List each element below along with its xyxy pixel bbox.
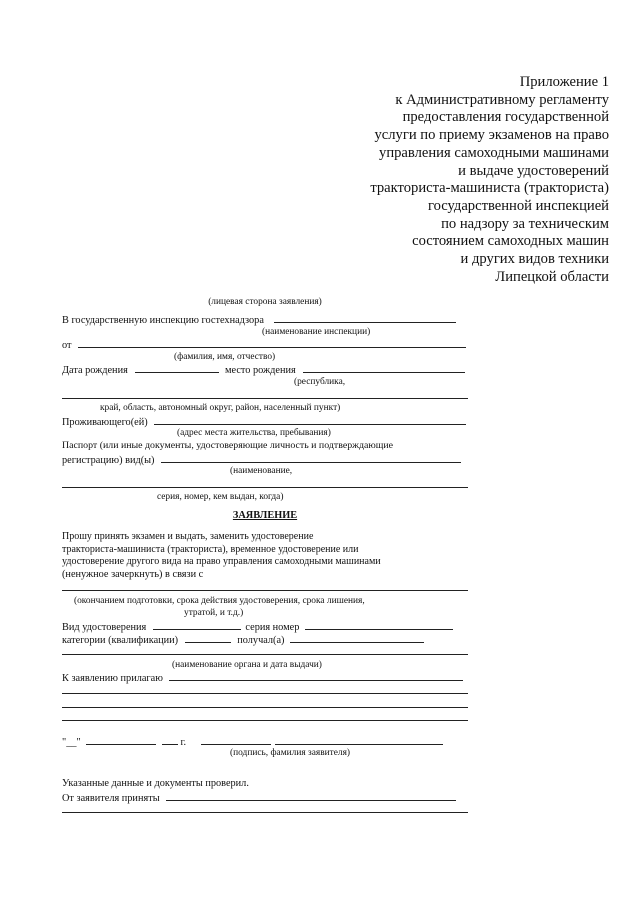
passport-label: регистрацию) вид(ы) — [62, 454, 155, 466]
naming-caption: (наименование, — [230, 466, 293, 477]
authority-caption: (наименование органа и дата выдачи) — [172, 659, 322, 670]
series-caption: серия, номер, кем выдан, когда) — [157, 492, 284, 503]
accepted-label: От заявителя приняты — [62, 792, 160, 804]
accepted-row — [62, 791, 468, 804]
residing-row — [62, 415, 468, 428]
request-line-1: Прошу принять экзамен и выдать, заменить удостоверение — [62, 530, 314, 542]
license-row — [62, 620, 468, 633]
annex-line: и других видов техники — [460, 251, 609, 268]
reason-field[interactable] — [62, 582, 468, 591]
annex-line: Липецкой области — [495, 268, 609, 285]
republic-caption: (республика, — [294, 376, 346, 387]
category-label: категории (квалификации) — [62, 634, 179, 646]
attached-row-2 — [62, 685, 468, 698]
birth-place-label: место рождения — [224, 365, 296, 377]
received-label: получал(а) — [237, 634, 285, 646]
attached-field-3[interactable] — [62, 699, 468, 708]
date-year-field[interactable] — [162, 735, 178, 745]
checked-text: Указанные данные и документы проверил. — [62, 778, 249, 789]
request-line-3: удостоверение другого вида на право управления самоходными машинами — [62, 556, 381, 568]
annex-header — [309, 74, 609, 286]
series-number-field[interactable] — [305, 620, 453, 630]
reason-caption-1: (окончанием подготовки, срока действия удостоверения, срока лишения, — [74, 595, 365, 606]
attached-label: К заявлению прилагаю — [62, 673, 163, 685]
region-caption: край, область, автономный округ, район, населенный пункт) — [100, 403, 341, 414]
authority-field[interactable] — [62, 646, 468, 655]
annex-line: Приложение 1 — [519, 74, 609, 90]
inspection-caption: (наименование инспекции) — [262, 326, 371, 337]
accepted-row-2 — [62, 804, 468, 817]
request-line-2: тракториста-машиниста (тракториста), временное удостоверение или — [62, 543, 359, 555]
attached-field-4[interactable] — [62, 712, 468, 721]
received-field[interactable] — [290, 633, 424, 643]
passport-row — [62, 453, 468, 466]
attached-row-4 — [62, 712, 468, 725]
accepted-field[interactable] — [166, 791, 456, 801]
attached-row-3 — [62, 699, 468, 712]
birth-row — [62, 363, 468, 376]
annex-line: услуги по приему экзаменов на право — [374, 127, 609, 144]
inspection-label: В государственную инспекцию гостехнадзора — [62, 315, 264, 326]
license-type-field[interactable] — [153, 620, 241, 630]
reason-caption-2: утратой, и т.д.) — [184, 608, 244, 619]
birth-date-field[interactable] — [135, 363, 219, 373]
reason-row — [62, 582, 468, 595]
passport-details-row — [62, 479, 468, 492]
spacer — [62, 760, 468, 778]
address-caption: (адрес места жительства, пребывания) — [177, 428, 331, 439]
fio-field[interactable] — [78, 338, 466, 348]
annex-line: к Административному регламенту — [395, 91, 609, 108]
application-form — [62, 296, 468, 817]
annex-line: управления самоходными машинами — [379, 144, 609, 161]
passport-line-1: Паспорт (или иные документы, удостоверяющие личность и подтверждающие — [62, 439, 394, 451]
residing-label: Проживающего(ей) — [62, 416, 148, 428]
applicant-name-field[interactable] — [275, 735, 443, 745]
address-field[interactable] — [154, 415, 466, 425]
annex-line: государственной инспекцией — [427, 197, 609, 214]
category-row — [62, 633, 468, 646]
fio-caption: (фамилия, имя, отчество) — [174, 351, 276, 362]
signature-caption: (подпись, фамилия заявителя) — [230, 748, 351, 759]
front-side-note: (лицевая сторона заявления) — [208, 297, 322, 307]
region-row — [62, 390, 468, 403]
accepted-field-2[interactable] — [62, 804, 468, 813]
request-line-4: (ненужное зачеркнуть) в связи с — [62, 568, 204, 580]
region-field[interactable] — [62, 390, 468, 399]
from-row — [62, 338, 468, 351]
annex-line: состоянием самоходных машин — [412, 233, 609, 250]
attached-field[interactable] — [169, 671, 463, 681]
category-field[interactable] — [185, 633, 231, 643]
annex-line: по надзору за техническим — [441, 215, 609, 232]
license-type-label: Вид удостоверения — [62, 622, 147, 634]
application-title: ЗАЯВЛЕНИЕ — [232, 509, 298, 521]
signature-field[interactable] — [201, 735, 271, 745]
spacer — [62, 725, 468, 735]
annex-line: и выдаче удостоверений — [458, 162, 609, 179]
date-signature-row — [62, 735, 468, 748]
series-number-label: серия номер — [245, 622, 300, 634]
attached-row — [62, 671, 468, 684]
from-label: от — [62, 340, 72, 352]
year-suffix: г. — [180, 736, 187, 748]
annex-line: тракториста-машиниста (тракториста) — [370, 180, 609, 197]
annex-line: предоставления государственной — [402, 109, 609, 126]
inspection-row — [62, 313, 468, 326]
passport-details-field[interactable] — [62, 479, 468, 488]
birth-date-label: Дата рождения — [62, 365, 128, 377]
passport-type-field[interactable] — [161, 453, 461, 463]
date-month-field[interactable] — [86, 735, 156, 745]
date-day: "__" — [62, 736, 81, 748]
authority-row — [62, 646, 468, 659]
birth-place-field[interactable] — [303, 363, 465, 373]
attached-field-2[interactable] — [62, 685, 468, 694]
inspection-field[interactable] — [274, 313, 456, 323]
